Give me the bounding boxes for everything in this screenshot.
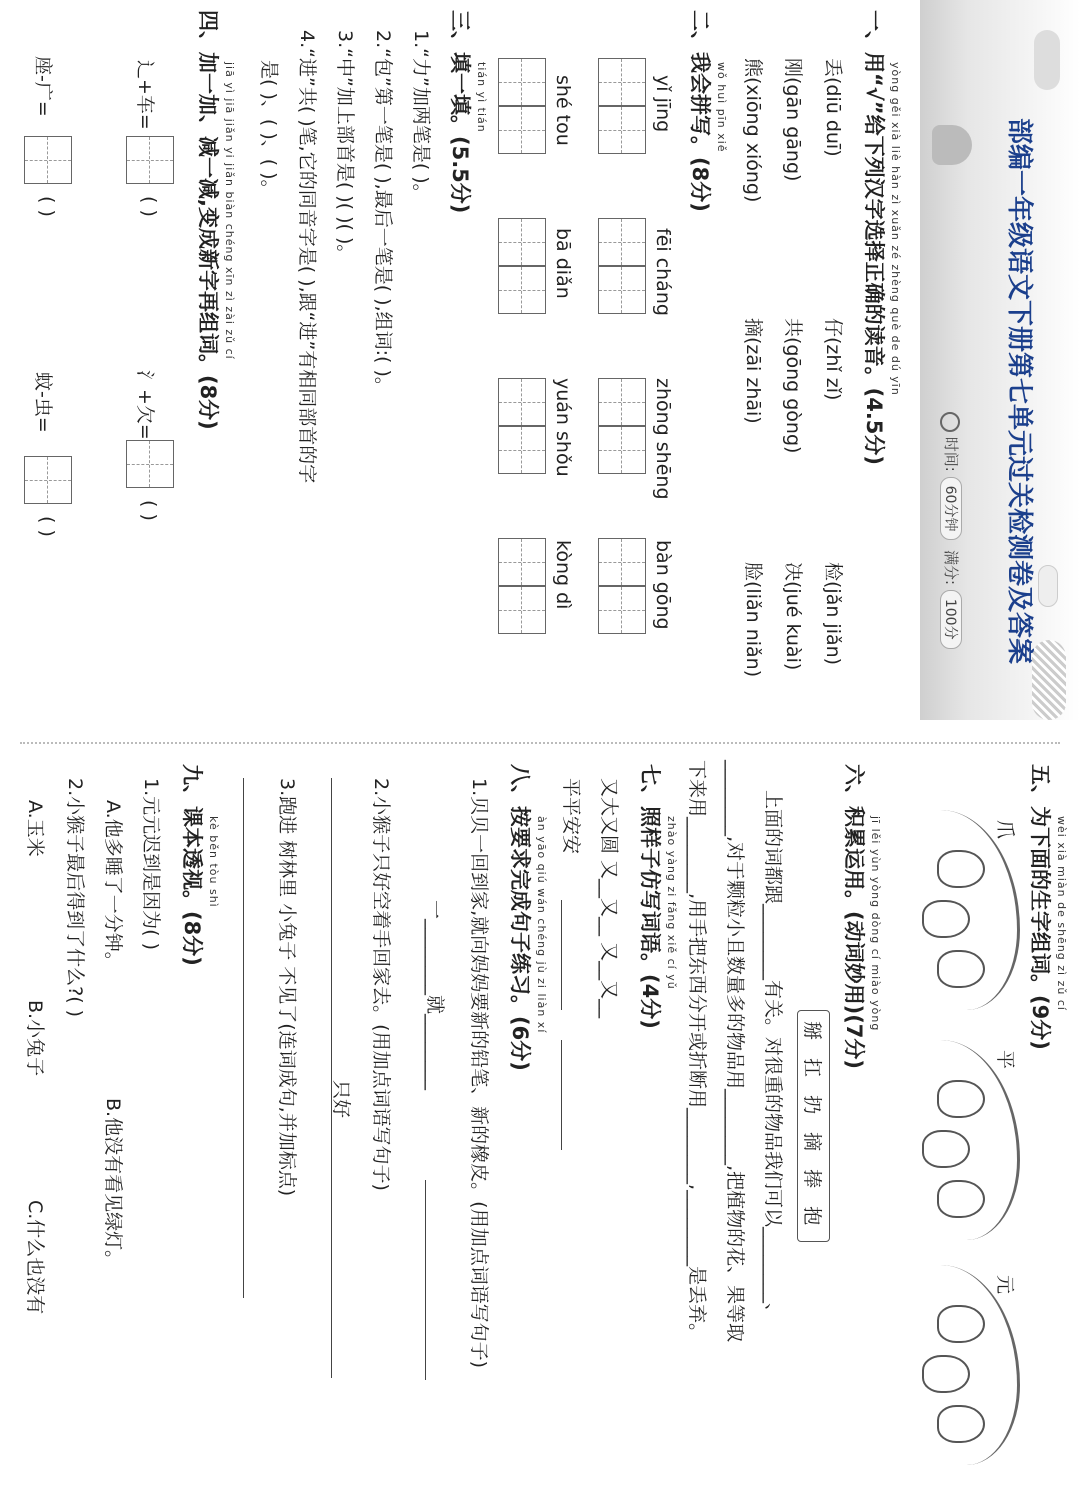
clock-icon [941, 412, 961, 432]
s2-word: bā diǎn [552, 228, 574, 299]
s7-title: 照样子仿写词语。(4分) [638, 806, 662, 1029]
s3-item: 是( )、( )、( )。 [258, 60, 280, 199]
leaf-shape [922, 1355, 970, 1393]
writing-box[interactable] [498, 218, 546, 266]
s2-title: 我会拼写。(8分) [688, 52, 712, 212]
s8-title: 按要求完成句子练习。(6分) [508, 806, 532, 1071]
writing-box[interactable] [598, 538, 646, 586]
writing-box[interactable] [598, 266, 646, 314]
s3-heading [446, 10, 476, 213]
s8-item: 1.贝贝一回到家,就向妈妈要新的铅笔、新的橡皮。(用加点词语写句子) [468, 778, 490, 1368]
s3-item: 1.“力”加两笔是( )。 [410, 30, 432, 203]
leaf-shape [937, 1405, 985, 1443]
s8-item: 3.跑进 树林里 小兔子 不见了(连词成句,并加标点) [276, 778, 298, 1197]
time-label [940, 412, 962, 649]
s2-word: yǐ jīng [652, 75, 674, 133]
s3-item: 3.“中”加上部首是( )( )( )。 [334, 30, 356, 264]
s1-item: 脸(liǎn niǎn) [742, 562, 764, 678]
writing-box[interactable] [498, 538, 546, 586]
s9-title: 课本透视。(8分) [180, 806, 204, 966]
writing-box[interactable] [498, 106, 546, 154]
s7-example: 又大又圆 又__又__ 又__又__ [598, 778, 620, 1019]
s8-answer-line[interactable] [425, 1180, 426, 1380]
writing-box[interactable] [498, 58, 546, 106]
s8-fill: 一________就________ [424, 900, 446, 1091]
writing-box[interactable] [498, 266, 546, 314]
s9-option[interactable]: A.玉米 [24, 800, 46, 857]
writing-box[interactable] [598, 586, 646, 634]
s8-answer-line[interactable] [243, 778, 244, 1298]
answer-box[interactable] [126, 136, 174, 184]
writing-box[interactable] [498, 378, 546, 426]
s5-char: 平 [994, 1050, 1016, 1070]
s5-char: 元 [994, 1275, 1016, 1295]
s8-heading [506, 764, 536, 1071]
cloud-icon [1038, 565, 1058, 607]
score-value: 100分 [940, 590, 962, 649]
page-title: 部编一年级语文下册第七单元过关检测卷及答案 [1004, 118, 1034, 665]
s8-pinyin: àn yāo qiú wán chéng jù zi liàn xí [535, 816, 548, 1034]
s4-item: 蚊-虫= [32, 372, 54, 433]
s5-number: 五、 [1028, 764, 1052, 806]
s6-line: 下来用________,用手把东西分开或折断用________,________是丢弃。 [686, 760, 708, 1343]
leaf-shape [922, 900, 970, 938]
score-label: 满分: [942, 550, 960, 586]
s4-heading [194, 10, 224, 430]
s9-pinyin: kè běn tòu shì [207, 816, 220, 908]
s2-word: shé tou [552, 75, 574, 146]
s4-paren[interactable]: ( ) [138, 196, 160, 217]
s9-option[interactable]: A.他多睡了一分钟。 [102, 800, 124, 971]
cloud-icon [1034, 30, 1060, 90]
s9-heading [178, 764, 208, 966]
s1-item: 共(gōng gòng) [782, 318, 804, 454]
writing-box[interactable] [498, 426, 546, 474]
s6-pinyin: jī lěi yùn yòng dòng cí miào yòng [869, 816, 882, 1032]
s7-answer-line[interactable] [561, 900, 562, 1010]
s9-option[interactable]: C.什么也没有 [24, 1200, 46, 1315]
s4-item: 辶+车= [134, 60, 156, 130]
s2-word: yuán shǒu [552, 378, 574, 477]
s3-item: 2.“包”第一笔是( ),最后一笔是( ),组词:( )。 [372, 30, 394, 396]
leaf-shape [937, 850, 985, 888]
s8-answer-line[interactable] [331, 778, 332, 1378]
s3-title: 填一填。(5.5分) [448, 52, 472, 214]
s1-title: 用“√”给下列汉字选择正确的读音。(4.5分) [862, 52, 886, 466]
s5-heading [1026, 764, 1056, 1050]
writing-box[interactable] [598, 426, 646, 474]
s4-paren[interactable]: ( ) [36, 516, 58, 537]
s4-paren[interactable]: ( ) [138, 500, 160, 521]
s1-item: 仔(zhǐ zǐ) [822, 318, 844, 401]
s4-title: 加一加、减一减,变成新字再组词。(8分) [196, 52, 220, 430]
s3-number: 三、 [448, 10, 472, 52]
s1-item: 摘(zāi zhāi) [742, 318, 764, 424]
leaf-shape [937, 1305, 985, 1343]
s4-number: 四、 [196, 10, 220, 52]
leaf-shape [937, 950, 985, 988]
s1-item: 熊(xiōng xióng) [742, 58, 764, 203]
writing-box[interactable] [598, 378, 646, 426]
writing-box[interactable] [598, 106, 646, 154]
leaf-shape [937, 1080, 985, 1118]
writing-box[interactable] [498, 586, 546, 634]
s6-wordbank: 掰 扛 扔 摘 捧 抱 [797, 1010, 830, 1242]
time-label-text: 时间: [942, 436, 960, 472]
s6-title: 积累运用。(动词妙用)(7分) [842, 806, 866, 1070]
column-divider [20, 742, 1060, 744]
s7-number: 七、 [638, 764, 662, 806]
s4-pinyin: jiā yì jiā jiǎn yi jiǎn biàn chéng xīn zì zài zǔ cí [223, 62, 236, 360]
s8-fill: 只好 [330, 1080, 352, 1119]
s7-example: 平平安安 [560, 778, 582, 855]
s5-pinyin: wèi xià miàn de shēng zì zǔ cí [1055, 816, 1068, 1011]
s1-item: 决(jué kuài) [782, 562, 804, 671]
writing-box[interactable] [598, 218, 646, 266]
writing-box[interactable] [598, 58, 646, 106]
s2-number: 二、 [688, 10, 712, 52]
s3-pinyin: tián yì tián [475, 62, 488, 133]
time-value: 60分钟 [940, 477, 962, 541]
s4-item: 氵+欠= [134, 370, 156, 440]
s2-heading [686, 10, 716, 212]
leaf-shape [922, 1130, 970, 1168]
answer-box[interactable] [24, 136, 72, 184]
s2-word: fēi cháng [652, 228, 674, 316]
s1-heading [860, 10, 890, 465]
s1-item: 检(jǎn jiǎn) [822, 562, 844, 666]
s5-title: 为下面的生字组词。(9分) [1028, 806, 1052, 1050]
s2-word: zhōng shēng [652, 378, 674, 500]
s2-word: bàn gōng [652, 540, 674, 630]
s7-answer-line[interactable] [561, 1040, 562, 1150]
s9-question: 1.元元迟到是因为( ) [140, 778, 162, 950]
leaf-shape [937, 1180, 985, 1218]
s2-word: kòng dì [552, 540, 574, 610]
s4-item: 座-广= [32, 56, 54, 117]
s8-number: 八、 [508, 764, 532, 806]
s9-option[interactable]: B.小兔子 [24, 1000, 46, 1077]
s6-line: ________,对于颗粒小且数量多的物品用________,把植物的花、果等取 [724, 760, 746, 1343]
s6-heading [840, 764, 870, 1069]
answer-box[interactable] [126, 440, 174, 488]
s2-pinyin: wǒ huì pīn xiě [715, 62, 728, 153]
s6-line: 上面的词都跟________有关。对很重的物品我们可以________、 [762, 790, 784, 1323]
s7-heading [636, 764, 666, 1029]
s3-item: 4.“进”共( )笔,它的同音字是( ),跟“进”有相同部首的字 [296, 30, 318, 484]
s9-question: 2.小猴子最后得到了什么?( ) [64, 778, 86, 1018]
s6-number: 六、 [842, 764, 866, 806]
children-illustration [932, 125, 972, 165]
answer-box[interactable] [24, 456, 72, 504]
s4-paren[interactable]: ( ) [36, 196, 58, 217]
s9-number: 九、 [180, 764, 204, 806]
s5-char: 爪 [994, 820, 1016, 840]
s1-pinyin: yòng gěi xià liè hàn zì xuǎn zé zhèng què de dú yīn [889, 62, 902, 396]
s1-item: 丢(diū duī) [822, 58, 844, 157]
s8-item: 2.小猴子只好空着手回家去。(用加点词语写句子) [370, 778, 392, 1191]
s9-option[interactable]: B.他没有看见绿灯。 [102, 1098, 124, 1270]
s7-pinyin: zhào yàng zi fǎng xiě cí yǔ [665, 816, 678, 990]
s1-item: 刚(gān gāng) [782, 58, 804, 182]
s1-number: 一、 [862, 10, 886, 52]
